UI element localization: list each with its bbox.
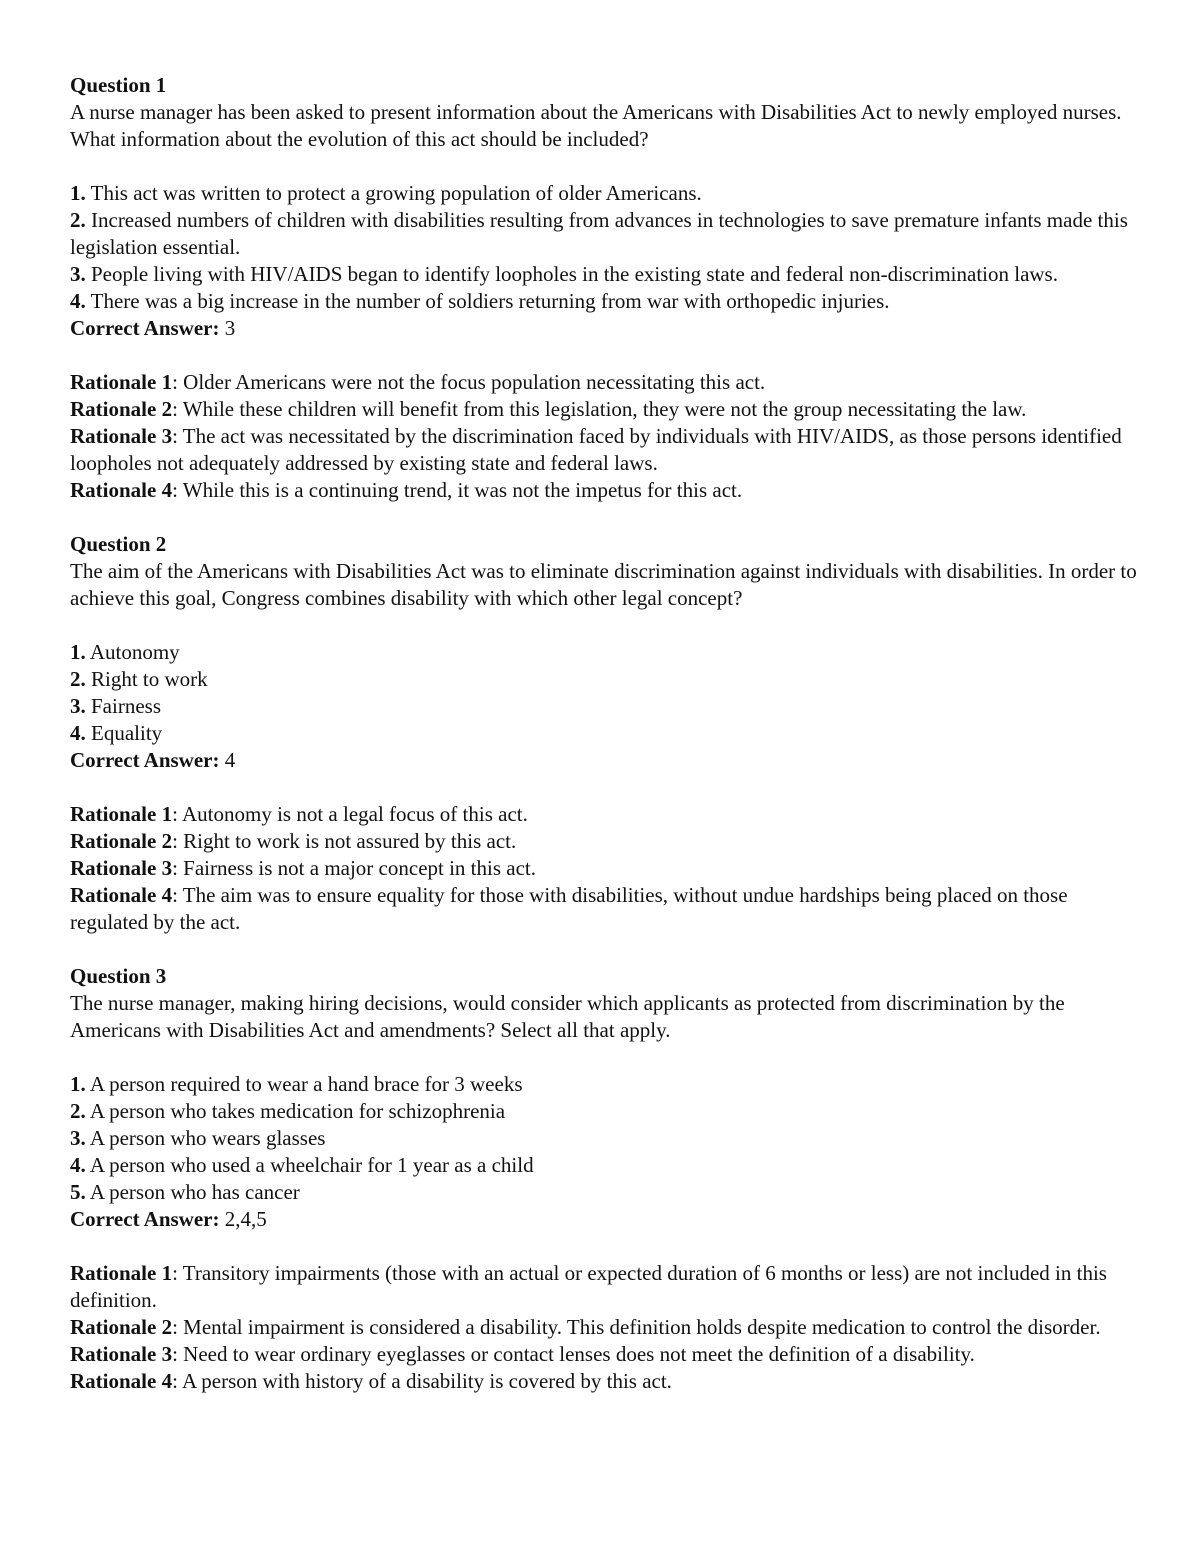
rationale-text: : Fairness is not a major concept in this act. (172, 856, 536, 880)
rationale-label: Rationale 4 (70, 883, 173, 907)
rationale-label: Rationale 1 (70, 1261, 173, 1285)
rationale-item (70, 828, 1140, 855)
option-text: There was a big increase in the number of soldiers returning from war with orthopedic injuries. (90, 289, 890, 313)
option-item (70, 1071, 1140, 1098)
option-number: 3. (70, 694, 86, 718)
option-item (70, 639, 1140, 666)
spacer (70, 612, 1140, 639)
rationale-item (70, 423, 1140, 477)
correct-answer-value: 4 (224, 748, 236, 772)
option-number: 4. (70, 721, 86, 745)
rationale-text: : Older Americans were not the focus population necessitating this act. (172, 370, 766, 394)
rationale-label: Rationale 4 (70, 478, 173, 502)
correct-answer (70, 1206, 1140, 1233)
option-number: 1. (70, 181, 86, 205)
option-item (70, 288, 1140, 315)
rationale-text: : While this is a continuing trend, it was not the impetus for this act. (172, 478, 743, 502)
spacer (70, 504, 1140, 531)
option-text: This act was written to protect a growing population of older Americans. (90, 181, 702, 205)
rationale-label: Rationale 2 (70, 397, 173, 421)
correct-answer-value: 3 (224, 316, 236, 340)
rationale-item (70, 477, 1140, 504)
option-item (70, 1098, 1140, 1125)
question-block (70, 72, 1140, 504)
document-page (70, 72, 1140, 1395)
rationale-label: Rationale 3 (70, 424, 173, 448)
option-text: Equality (91, 721, 163, 745)
rationale-item (70, 801, 1140, 828)
rationale-label: Rationale 4 (70, 1369, 173, 1393)
option-text: Autonomy (89, 640, 180, 664)
option-item (70, 180, 1140, 207)
correct-answer-label: Correct Answer: (70, 1207, 220, 1231)
option-number: 3. (70, 1126, 86, 1150)
rationale-item (70, 369, 1140, 396)
option-text: A person who used a wheelchair for 1 year as a child (89, 1153, 534, 1177)
rationale-text: : A person with history of a disability is covered by this act. (172, 1369, 672, 1393)
spacer (70, 342, 1140, 369)
rationale-item (70, 1314, 1140, 1341)
rationale-label: Rationale 3 (70, 1342, 173, 1366)
rationale-text: : The act was necessitated by the discrimination faced by individuals with HIV/AIDS, as those persons identified loopholes not adequately addressed by existing state and federal laws. (70, 424, 1122, 475)
option-number: 2. (70, 667, 86, 691)
question-title: Question 2 (70, 532, 167, 556)
question-title: Question 3 (70, 964, 167, 988)
rationale-text: : Need to wear ordinary eyeglasses or contact lenses does not meet the definition of a disability. (172, 1342, 975, 1366)
question-stem: A nurse manager has been asked to present information about the Americans with Disabilities Act to newly employed nurses. What information about the evolution of this act should be included? (70, 100, 1122, 151)
spacer (70, 936, 1140, 963)
option-item (70, 261, 1140, 288)
option-number: 2. (70, 1099, 86, 1123)
spacer (70, 1044, 1140, 1071)
option-item (70, 207, 1140, 261)
rationale-text: : Right to work is not assured by this act. (172, 829, 517, 853)
option-item (70, 1179, 1140, 1206)
question-stem: The nurse manager, making hiring decisions, would consider which applicants as protected from discrimination by the Americans with Disabilities Act and amendments? Select all that apply. (70, 991, 1065, 1042)
correct-answer-label: Correct Answer: (70, 316, 220, 340)
question-block (70, 531, 1140, 936)
rationale-label: Rationale 2 (70, 1315, 173, 1339)
rationale-text: : The aim was to ensure equality for those with disabilities, without undue hardships being placed on those regulated by the act. (70, 883, 1068, 934)
question-stem: The aim of the Americans with Disabilities Act was to eliminate discrimination against individuals with disabilities. In order to achieve this goal, Congress combines disability with which other legal concept? (70, 559, 1137, 610)
rationale-item (70, 396, 1140, 423)
option-item (70, 1152, 1140, 1179)
rationale-label: Rationale 1 (70, 802, 173, 826)
question-title: Question 1 (70, 73, 167, 97)
option-number: 5. (70, 1180, 86, 1204)
rationale-label: Rationale 3 (70, 856, 173, 880)
rationale-text: : While these children will benefit from this legislation, they were not the group necessitating the law. (172, 397, 1027, 421)
correct-answer-value: 2,4,5 (224, 1207, 267, 1231)
question-block (70, 963, 1140, 1395)
rationale-item (70, 855, 1140, 882)
option-item (70, 666, 1140, 693)
option-text: People living with HIV/AIDS began to identify loopholes in the existing state and federal non-discrimination laws. (91, 262, 1058, 286)
correct-answer (70, 747, 1140, 774)
option-item (70, 693, 1140, 720)
option-number: 4. (70, 1153, 86, 1177)
rationale-item (70, 1260, 1140, 1314)
option-number: 4. (70, 289, 86, 313)
option-item (70, 720, 1140, 747)
option-text: A person who wears glasses (89, 1126, 326, 1150)
option-text: Fairness (91, 694, 161, 718)
correct-answer (70, 315, 1140, 342)
option-item (70, 1125, 1140, 1152)
spacer (70, 1233, 1140, 1260)
option-number: 1. (70, 1072, 86, 1096)
rationale-label: Rationale 2 (70, 829, 173, 853)
rationale-item (70, 1341, 1140, 1368)
option-text: A person who has cancer (89, 1180, 300, 1204)
rationale-text: : Mental impairment is considered a disability. This definition holds despite medication to control the disorder. (172, 1315, 1101, 1339)
rationale-text: : Autonomy is not a legal focus of this act. (172, 802, 528, 826)
option-text: A person who takes medication for schizophrenia (89, 1099, 506, 1123)
option-number: 3. (70, 262, 86, 286)
spacer (70, 774, 1140, 801)
rationale-item (70, 1368, 1140, 1395)
spacer (70, 153, 1140, 180)
rationale-item (70, 882, 1140, 936)
option-text: Right to work (91, 667, 208, 691)
option-number: 1. (70, 640, 86, 664)
option-text: Increased numbers of children with disabilities resulting from advances in technologies to save premature infants made this legislation essential. (70, 208, 1128, 259)
option-number: 2. (70, 208, 86, 232)
rationale-label: Rationale 1 (70, 370, 173, 394)
rationale-text: : Transitory impairments (those with an actual or expected duration of 6 months or less) are not included in this definition. (70, 1261, 1107, 1312)
correct-answer-label: Correct Answer: (70, 748, 220, 772)
option-text: A person required to wear a hand brace for 3 weeks (89, 1072, 523, 1096)
